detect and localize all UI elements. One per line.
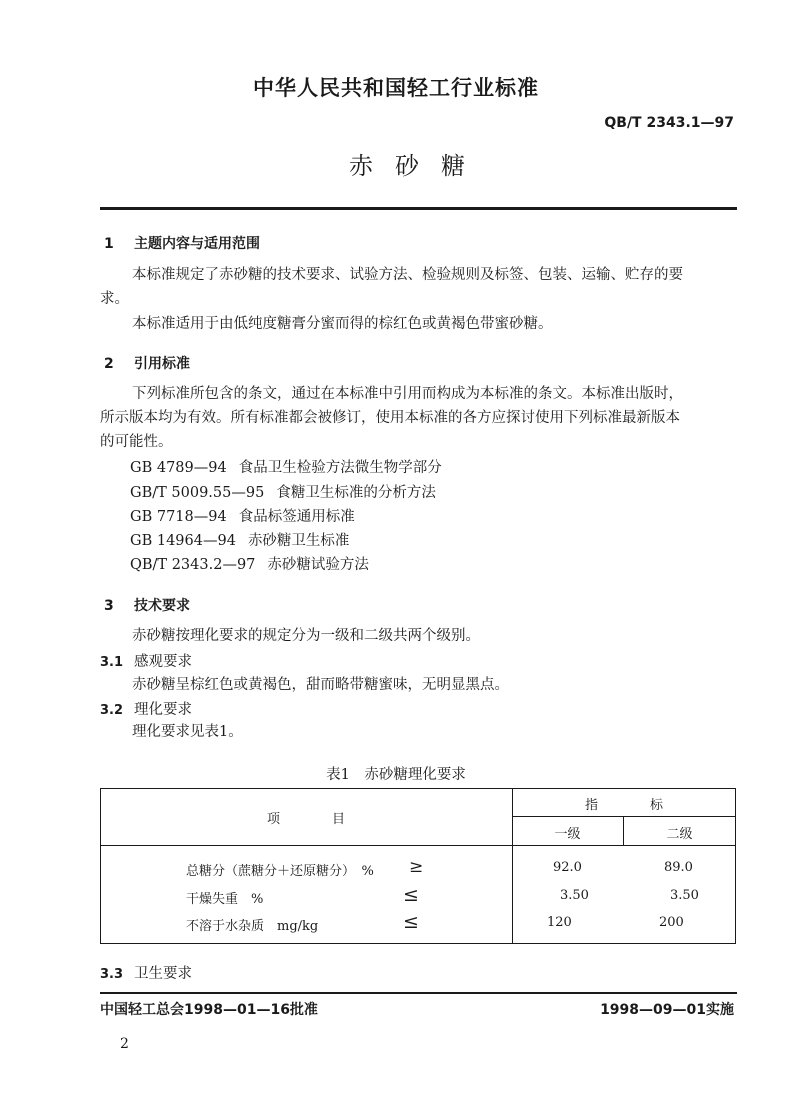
table-caption: 表1 赤砂糖理化要求 — [326, 767, 466, 783]
table-header-bottom-line — [100, 845, 736, 846]
reference-name: 赤砂糖试验方法 — [267, 557, 369, 573]
standard-code: QB/T 2343.1—97 — [604, 115, 734, 131]
table-row-grade-1-value: 92.0 — [553, 860, 582, 875]
table-row-grade-1-value: 3.50 — [560, 888, 589, 903]
section-2-heading — [104, 353, 190, 373]
section-1-heading — [104, 233, 260, 253]
table-header-grade-2: 二级 — [666, 827, 693, 842]
header-divider — [100, 207, 737, 210]
section-1-para-2: 本标准适用于由低纯度糖膏分蜜而得的棕红色或黄褐色带蜜砂糖。 — [132, 316, 553, 332]
section-3-3-heading — [100, 962, 192, 983]
reference-name: 食糖卫生标准的分析方法 — [276, 485, 436, 501]
effective-date: 1998—09—01实施 — [600, 1002, 734, 1018]
table-row-operator: ≤ — [403, 884, 419, 906]
section-3-1-para: 赤砂糖呈棕红色或黄褐色，甜而略带糖蜜味，无明显黑点。 — [132, 677, 509, 693]
section-3-1-title: 感观要求 — [134, 654, 192, 670]
approval-statement: 中国轻工总会1998—01—16批准 — [100, 1002, 318, 1018]
reference-code: QB/T 2343.2—97 — [130, 557, 256, 573]
table-header-item: 项 目 — [266, 812, 345, 827]
table-header-index: 指 标 — [584, 798, 663, 813]
reference-name: 赤砂糖卫生标准 — [247, 533, 350, 549]
table-header-grade-1: 一级 — [554, 827, 581, 842]
reference-item — [130, 553, 369, 574]
reference-code: GB 14964—94 — [130, 533, 236, 549]
section-3-2-number: 3.2 — [100, 703, 124, 718]
section-3-2-title: 理化要求 — [134, 702, 192, 718]
section-1-number: 1 — [104, 236, 114, 252]
standard-category-title: 中华人民共和国轻工行业标准 — [253, 76, 539, 100]
section-3-1-number: 3.1 — [100, 655, 124, 670]
section-3-heading — [104, 595, 190, 615]
section-2-number: 2 — [104, 356, 114, 372]
reference-item — [130, 529, 349, 550]
reference-code: GB 7718—94 — [130, 509, 227, 525]
section-2-title: 引用标准 — [134, 356, 190, 372]
table-row-grade-1-value: 120 — [547, 915, 572, 930]
section-3-number: 3 — [104, 598, 114, 614]
reference-name: 食品标签通用标准 — [238, 509, 355, 525]
reference-item — [130, 505, 355, 526]
reference-code: GB/T 5009.55—95 — [130, 485, 265, 501]
section-2-para-line-3: 的可能性。 — [100, 434, 173, 450]
table-row-operator: ≤ — [403, 911, 419, 933]
document-title: 赤砂糖 — [349, 152, 487, 180]
section-3-2-heading — [100, 698, 192, 719]
footer-divider — [100, 992, 737, 994]
section-3-3-title: 卫生要求 — [134, 966, 192, 982]
section-1-para-1-line-1: 本标准规定了赤砂糖的技术要求、试验方法、检验规则及标签、包装、运输、贮存的要 — [132, 267, 683, 283]
section-3-3-number: 3.3 — [100, 967, 124, 982]
reference-code: GB 4789—94 — [130, 460, 227, 476]
section-2-para-line-1: 下列标准所包含的条文，通过在本标准中引用而构成为本标准的条文。本标准出版时， — [132, 386, 683, 402]
table-row-item: 总糖分（蔗糖分＋还原糖分） % — [186, 864, 374, 879]
page-number: 2 — [120, 1036, 129, 1052]
section-3-para: 赤砂糖按理化要求的规定分为一级和二级共两个级别。 — [132, 628, 480, 644]
reference-item — [130, 456, 442, 477]
reference-item — [130, 481, 436, 502]
table-row-item: 干燥失重 % — [186, 892, 264, 907]
table-row-grade-2-value: 200 — [659, 915, 684, 930]
table-row-grade-2-value: 3.50 — [670, 888, 699, 903]
table-divider-horizontal — [512, 816, 736, 817]
section-3-2-para: 理化要求见表1。 — [132, 724, 243, 740]
table-row-item: 不溶于水杂质 mg/kg — [186, 919, 319, 934]
section-2-para-line-2: 所示版本均为有效。所有标准都会被修订，使用本标准的各方应探讨使用下列标准最新版本 — [100, 410, 680, 426]
table-row-grade-2-value: 89.0 — [664, 860, 693, 875]
section-3-1-heading — [100, 650, 192, 671]
reference-name: 食品卫生检验方法微生物学部分 — [238, 460, 442, 476]
section-3-title: 技术要求 — [134, 598, 190, 614]
section-1-para-1-line-2: 求。 — [100, 291, 129, 307]
section-1-title: 主题内容与适用范围 — [134, 236, 260, 252]
table-row-operator: ≥ — [409, 857, 424, 877]
